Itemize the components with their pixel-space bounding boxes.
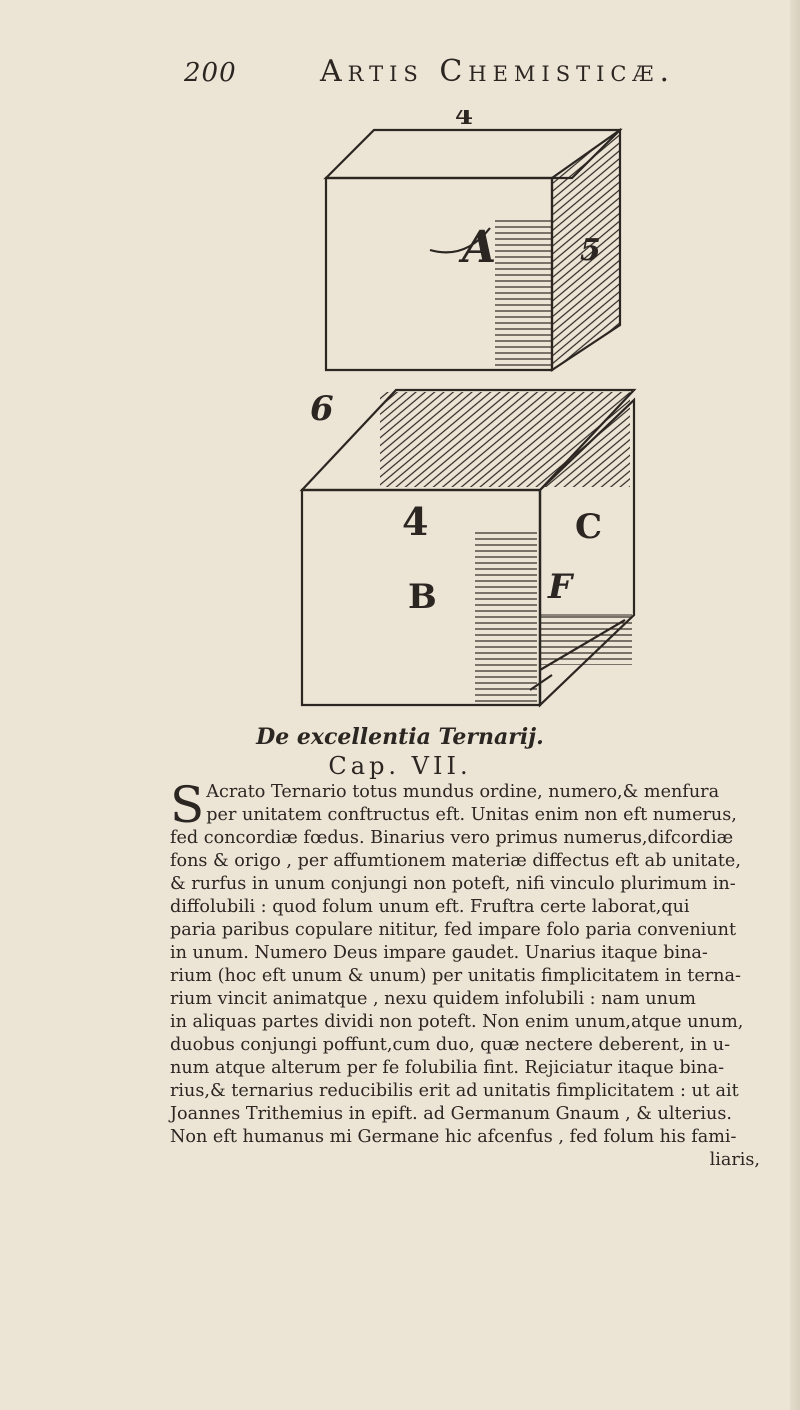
text-line: rium vincit animatque , nexu quidem infolubili : nam unum [170, 989, 696, 1009]
upper-front-label: A [462, 222, 497, 273]
upper-top-label: 4 [455, 110, 474, 131]
text-line: & rurfus in unum conjungi non poteft, nifi vinculo plurimum in- [170, 874, 736, 894]
cube-figure [290, 110, 650, 710]
text-line: paria paribus copulare nititur, fed impare folo paria conveniunt [170, 920, 737, 940]
lower-side-bottom-label: F [548, 567, 573, 607]
running-title: Artis Chemisticæ. [320, 54, 676, 89]
upper-side-label: 5 [580, 233, 601, 268]
text-line: Joannes Trithemius in epift. ad Germanum Gnaum , & ulterius. [170, 1104, 732, 1124]
text-line: rius,& ternarius reducibilis erit ad unitatis fimplicitatem : ut ait [170, 1081, 739, 1101]
text-line: per unitatem conftructus eft. Unitas enim non eft numerus, [206, 805, 737, 825]
page-header [180, 48, 700, 88]
figure-caption: De excellentia Ternarij. [256, 724, 544, 750]
text-line: rium (hoc eft unum & unum) per unitatis fimplicitatem in terna- [170, 966, 741, 986]
lower-front-bottom-label: B [408, 577, 437, 617]
text-line: num atque alterum per fe folubilia fint. Rejiciatur itaque bina- [170, 1058, 725, 1078]
drop-cap: S [170, 776, 205, 834]
text-line: duobus conjungi poffunt,cum duo, quæ nectere deberent, in u- [170, 1035, 731, 1055]
text-line-catchword: liaris, [709, 1150, 760, 1170]
text-line: S Acrato Ternario totus mundus ordine, numero,& menfura [170, 776, 720, 834]
body-text [170, 776, 790, 1172]
lower-cube [302, 390, 634, 705]
lower-corner-label: 6 [310, 389, 334, 429]
page-number: 200 [184, 58, 237, 88]
text-line: diffolubili : quod folum unum eft. Fruftra certe laborat,qui [170, 897, 690, 917]
text-line: fons & origo , per affumtionem materiæ diffectus eft ab unitate, [170, 851, 741, 871]
text-line: fed concordiæ fœdus. Binarius vero primus numerus,difcordiæ [170, 828, 734, 848]
page-edge [790, 0, 800, 1410]
lower-side-top-label: C [575, 507, 603, 547]
text-line: Non eft humanus mi Germane hic afcenfus , fed folum his fami- [170, 1127, 737, 1147]
chapter-heading: Cap. VII. [328, 752, 472, 780]
text-line: in aliquas partes dividi non poteft. Non enim unum,atque unum, [170, 1012, 744, 1032]
text-line: in unum. Numero Deus impare gaudet. Unarius itaque bina- [170, 943, 708, 963]
lower-front-top-label: 4 [402, 499, 429, 544]
cube-diagram [290, 110, 650, 710]
